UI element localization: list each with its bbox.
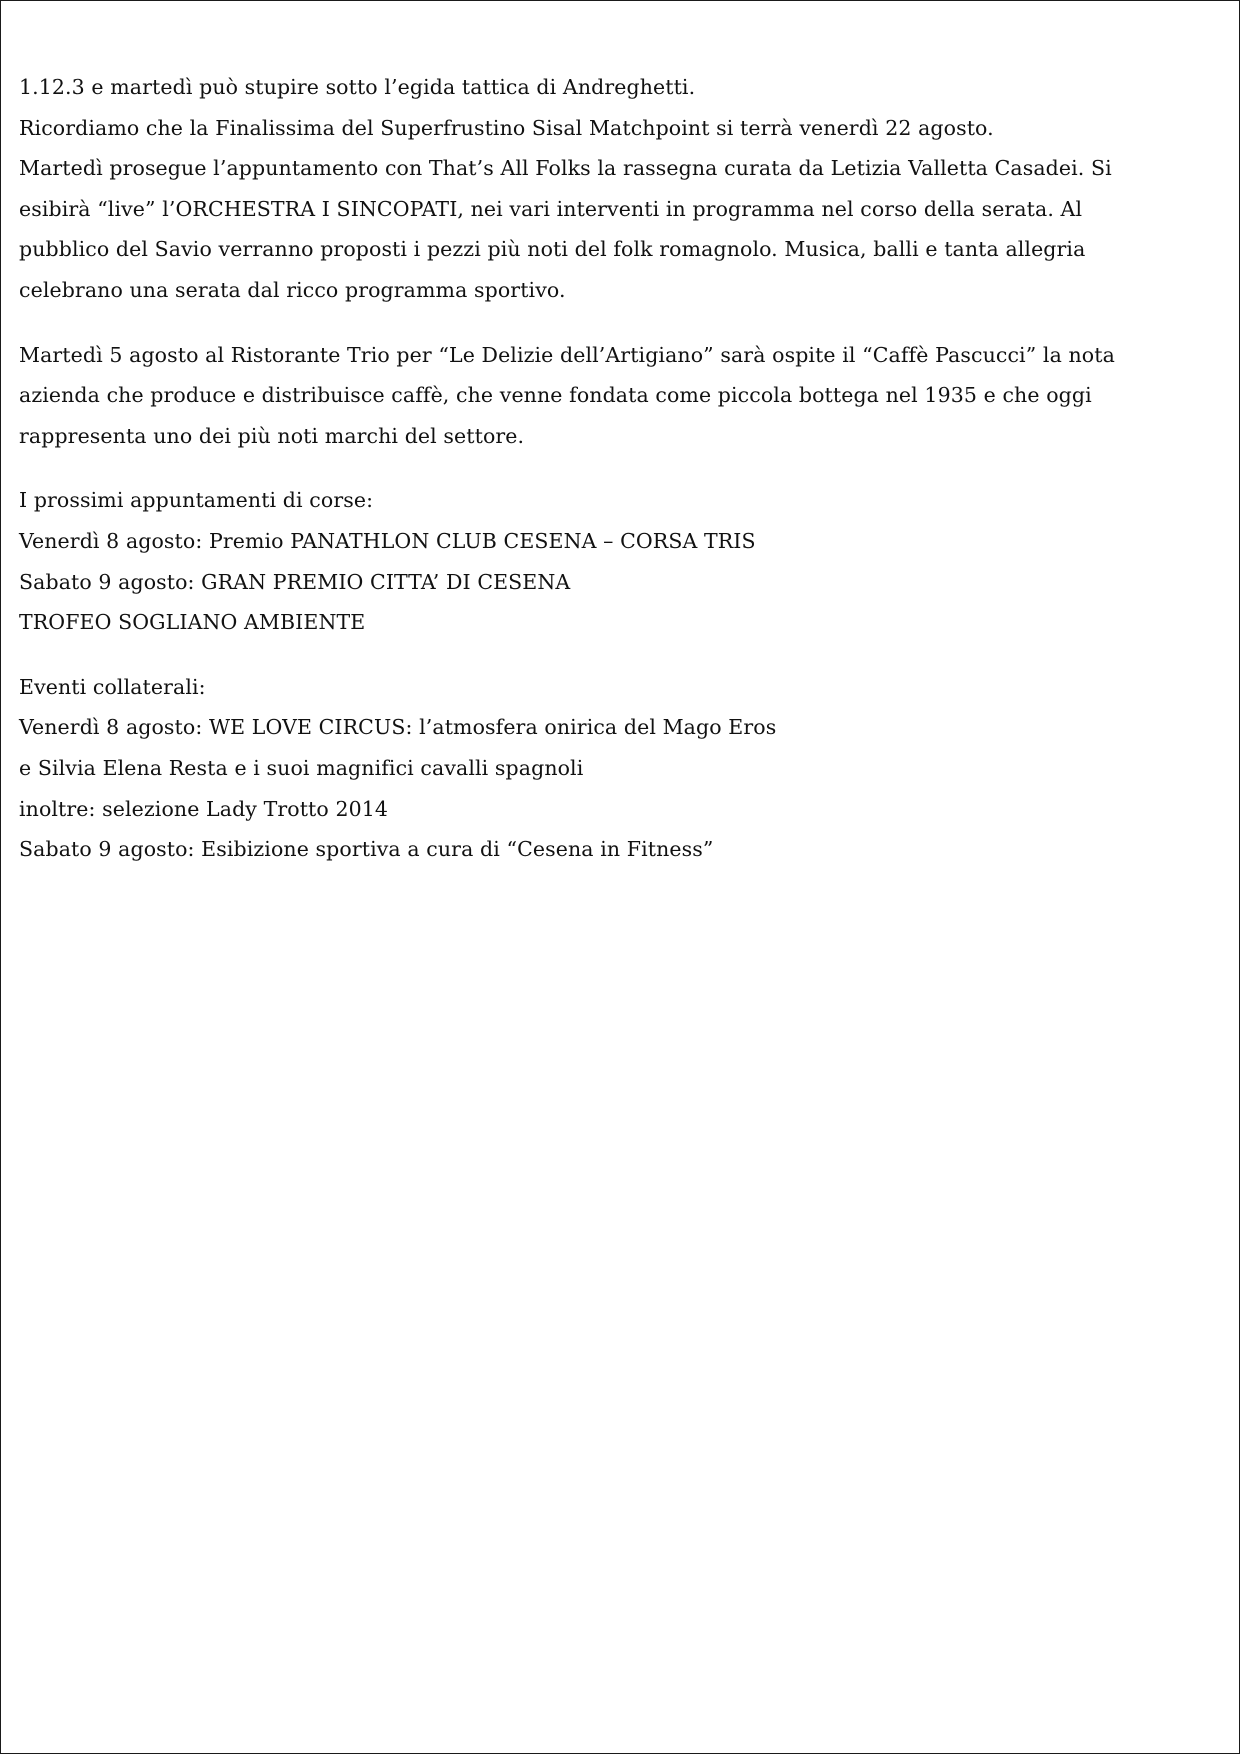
event-item: e Silvia Elena Resta e i suoi magnifici cavalli spagnoli [19, 755, 584, 780]
text-line: celebrano una serata dal ricco programma sportivo. [19, 277, 566, 302]
paragraph-spacer [19, 311, 1224, 335]
document-body [19, 67, 1224, 870]
schedule-item: TROFEO SOGLIANO AMBIENTE [19, 610, 366, 635]
text-line: Martedì 5 agosto al Ristorante Trio per “Le Delizie dell’Artigiano” sarà ospite il “Caffè Pascucci” la nota [19, 342, 1115, 367]
paragraph-side-events [19, 667, 1224, 870]
text-line: azienda che produce e distribuisce caffè, che venne fondata come piccola bottega nel 1935 e che oggi [19, 383, 1092, 408]
event-item: Sabato 9 agosto: Esibizione sportiva a cura di “Cesena in Fitness” [19, 837, 714, 862]
schedule-item: Venerdì 8 agosto: Premio PANATHLON CLUB CESENA – CORSA TRIS [19, 528, 756, 553]
paragraph-spacer [19, 456, 1224, 480]
paragraph-spacer [19, 643, 1224, 667]
schedule-item: Sabato 9 agosto: GRAN PREMIO CITTA’ DI CESENA [19, 569, 571, 594]
section-heading: Eventi collaterali: [19, 674, 206, 699]
text-line: Ricordiamo che la Finalissima del Superfrustino Sisal Matchpoint si terrà venerdì 22 agosto. [19, 115, 994, 140]
event-item: Venerdì 8 agosto: WE LOVE CIRCUS: l’atmosfera onirica del Mago Eros [19, 715, 777, 740]
text-line: 1.12.3 e martedì può stupire sotto l’egida tattica di Andreghetti. [19, 75, 696, 99]
paragraph-andreghetti-orchestra [19, 67, 1224, 311]
section-heading: I prossimi appuntamenti di corse: [19, 488, 374, 513]
text-line: rappresenta uno dei più noti marchi del settore. [19, 423, 525, 448]
event-item: inoltre: selezione Lady Trotto 2014 [19, 796, 389, 821]
paragraph-race-schedule [19, 480, 1224, 642]
text-line: Martedì prosegue l’appuntamento con That’s All Folks la rassegna curata da Letizia Valletta Casadei. Si [19, 156, 1112, 181]
paragraph-caffe-pascucci [19, 335, 1224, 457]
text-line: esibirà “live” l’ORCHESTRA I SINCOPATI, nei vari interventi in programma nel corso della serata. Al [19, 196, 1083, 221]
text-line: pubblico del Savio verranno proposti i pezzi più noti del folk romagnolo. Musica, balli e tanta allegria [19, 237, 1086, 262]
